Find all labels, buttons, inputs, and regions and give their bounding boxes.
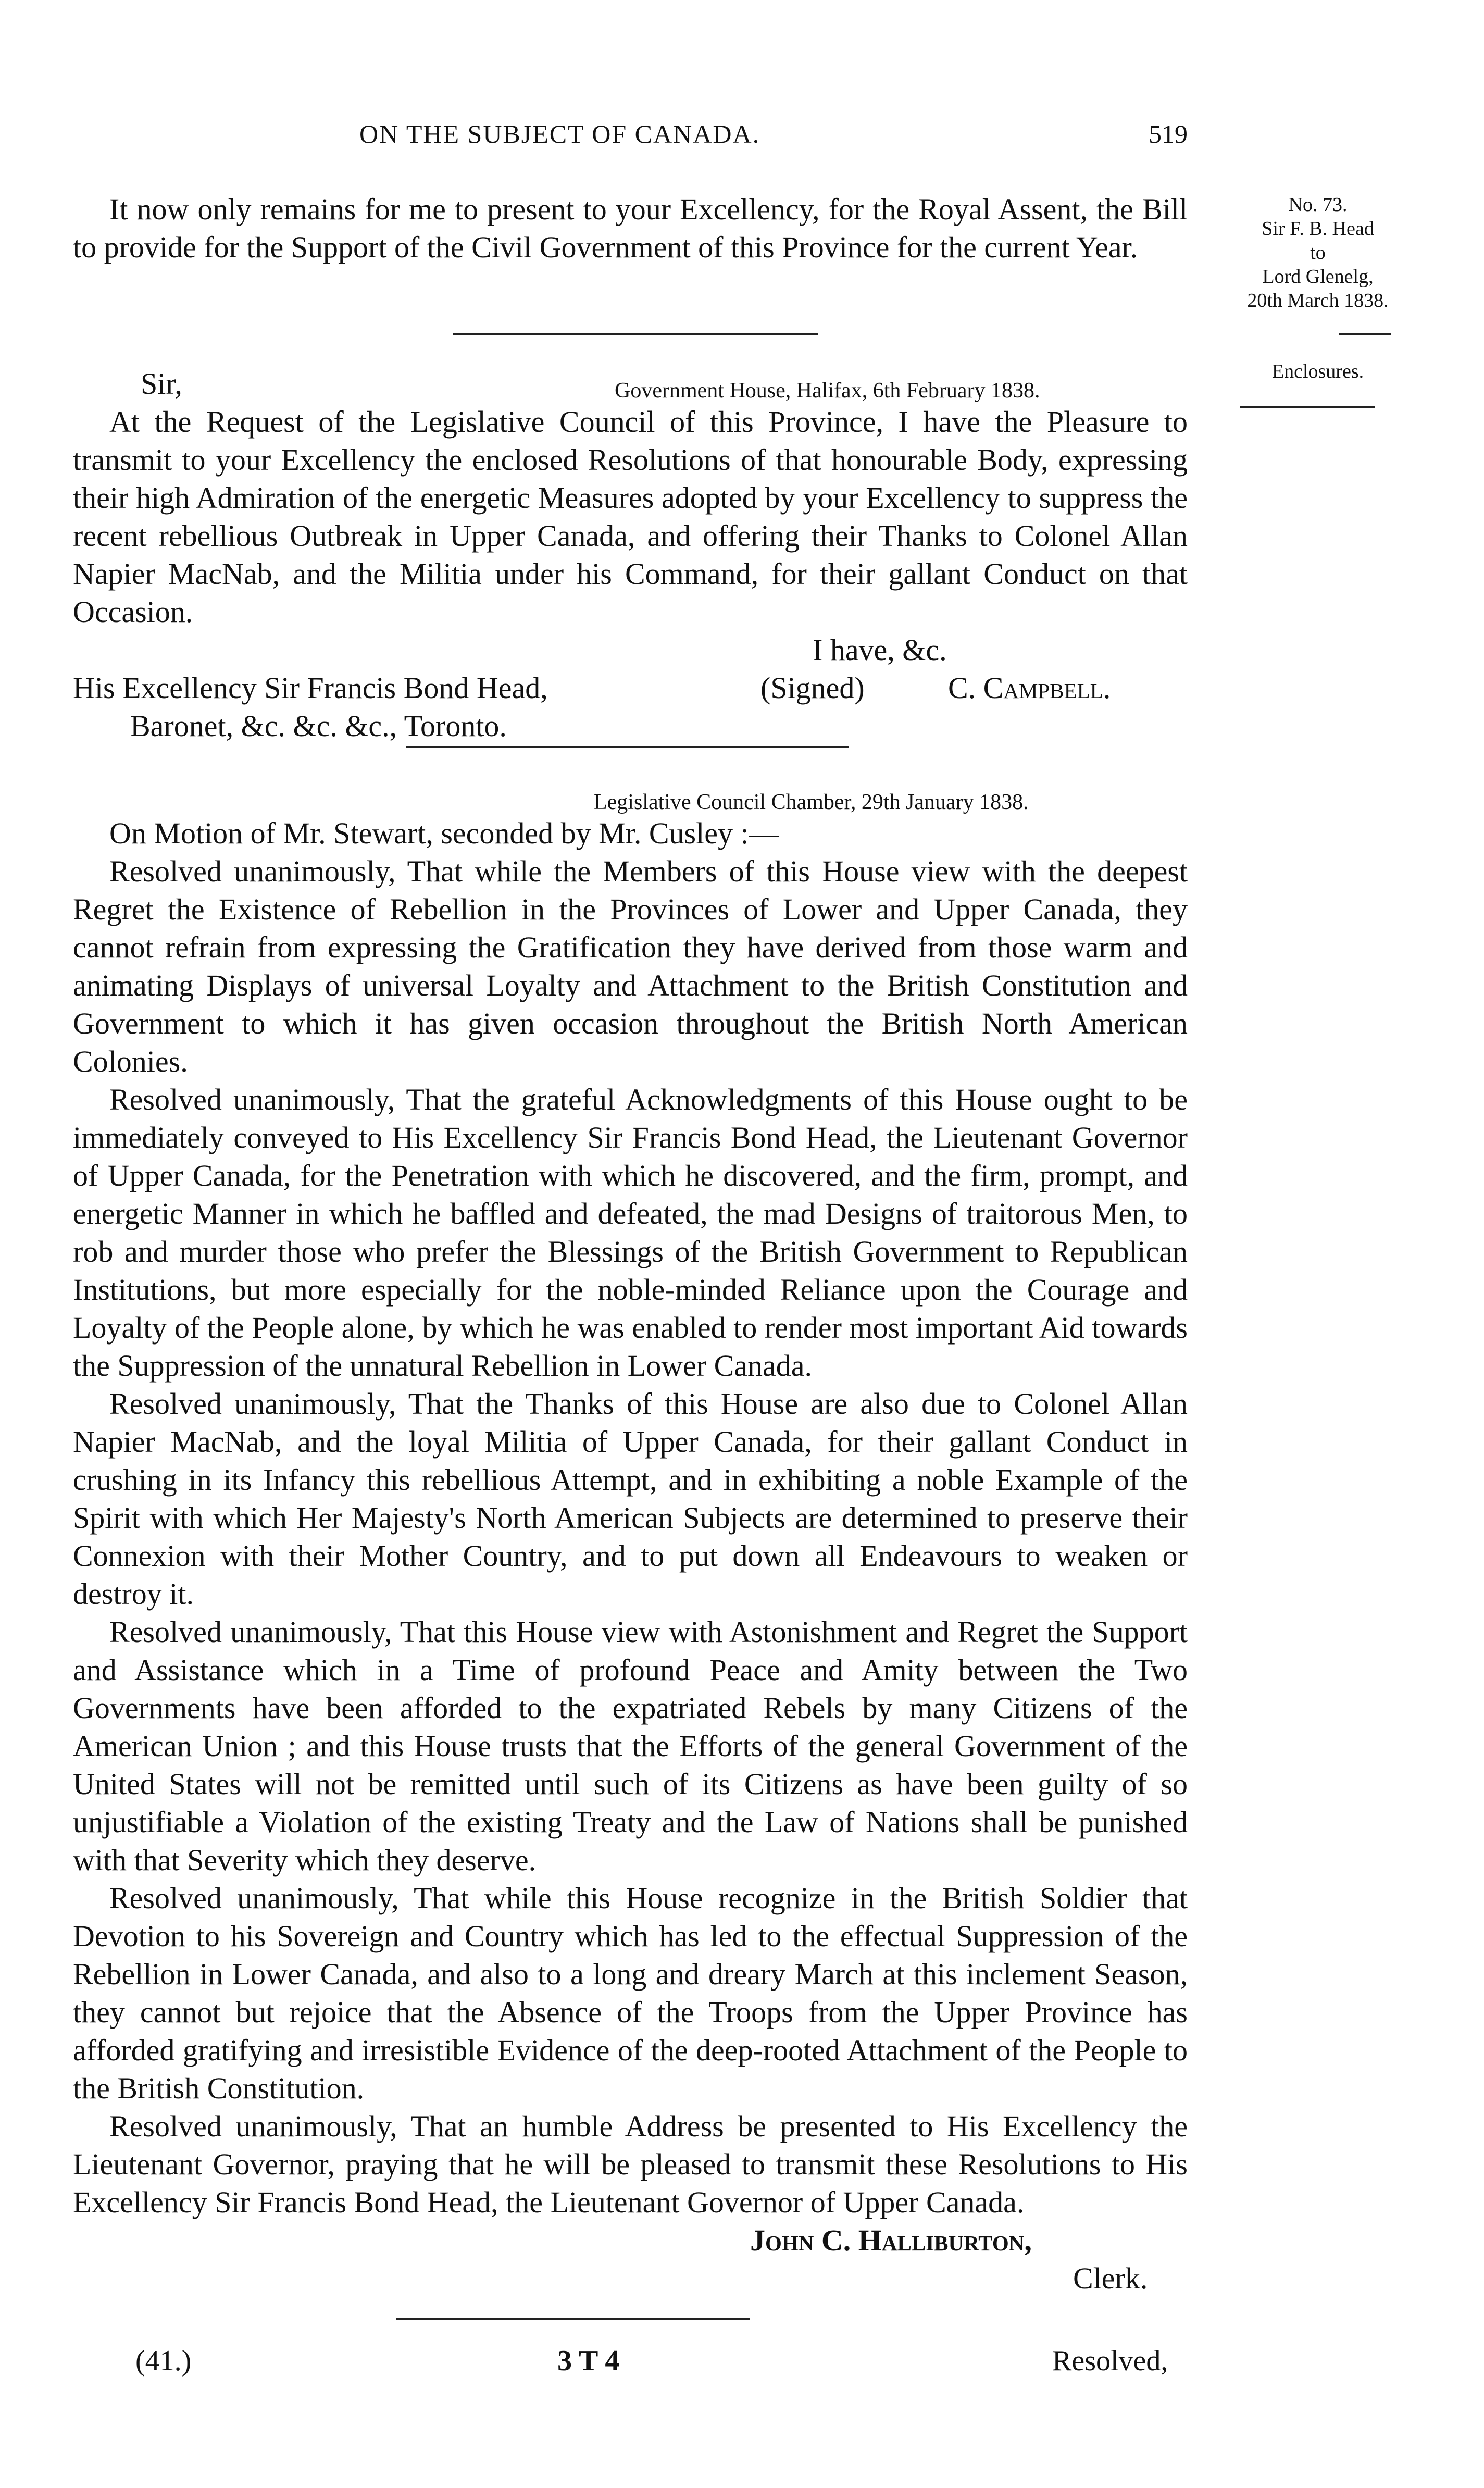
margin-note-line: 20th March 1838. — [1247, 290, 1389, 312]
footer-catchword: Resolved, — [1052, 2345, 1168, 2377]
margin-divider — [1240, 406, 1375, 408]
clerk-title-row — [73, 2259, 1188, 2297]
resolutions — [73, 776, 1188, 2297]
letter-addressee-row — [73, 707, 1188, 745]
page-footer — [0, 2344, 1484, 2396]
letter-signed: (Signed) — [760, 671, 865, 705]
resolution-paragraph: Resolved unanimously, That this House view with Astonishment and Regret the Support and Assistance which in a Time of profound Peace and Amity between the Two Governments have been afforded to the expatriated Rebels by many Citizens of the American Union ; and this House trusts that the Efforts of the general Government of the United States will not be remitted until such of its Citizens as have been guilty of so unjustifiable a Violation of the existing Treaty and the Law of Nations shall be punished with that Severity which they deserve. — [73, 1615, 1188, 1877]
letter-closing: I have, &c. — [813, 633, 947, 667]
resolutions-dateline: Legislative Council Chamber, 29th January 1838. — [594, 790, 1029, 814]
running-title: ON THE SUBJECT OF CANADA. — [359, 119, 760, 148]
margin-note-line: Lord Glenelg, — [1262, 266, 1374, 288]
letter-addressee: Baronet, &c. &c. &c., Toronto. — [130, 709, 507, 743]
motion-text: On Motion of Mr. Stewart, seconded by Mr. Cusley :— — [109, 816, 779, 850]
letter-addressee-row — [73, 669, 1188, 707]
footer-sheet-number: (41.) — [135, 2345, 192, 2377]
footer-divider — [396, 2318, 750, 2320]
margin-note-line: Sir F. B. Head — [1262, 218, 1374, 240]
letter-body: At the Request of the Legislative Council of this Province, I have the Pleasure to transmit to your Excellency the enclosed Resolutions of that honourable Body, expressing their high Admiration of the energetic Measures adopted by your Excellency to suppress the recent rebellious Outbreak in Upper Canada, and offering their Thanks to Colonel Allan Napier MacNab, and the Militia under his Command, for their gallant Conduct on that Occasion. — [73, 405, 1188, 629]
page-number: 519 — [1149, 119, 1188, 148]
margin-enclosures: Enclosures. — [1271, 360, 1364, 382]
clerk-name: John C. Halliburton, — [750, 2223, 1032, 2257]
intro-text: It now only remains for me to present to your Excellency, for the Royal Assent, the Bill to provide for the Support of the Civil Government of this Province for the current Year. — [73, 192, 1188, 264]
resolutions-dateline-row — [73, 776, 1188, 814]
footer-signature-mark: 3 T 4 — [557, 2345, 620, 2377]
clerk-signature-row — [73, 2221, 1188, 2259]
margin-note-line: to — [1310, 242, 1326, 264]
letter — [73, 365, 1188, 745]
resolution-paragraph: Resolved unanimously, That an humble Address be presented to His Excellency the Lieutenant Governor, praying that he will be pleased to transmit these Resolutions to His Excellency Sir Francis Bond Head, the Lieutenant Governor of Upper Canada. — [73, 2109, 1188, 2219]
resolution-paragraph: Resolved unanimously, That while the Members of this House view with the deepest Regret the Existence of Rebellion in the Provinces of Lower and Upper Canada, they cannot refrain from expressing the Gratification they have derived from those warm and animating Displays of universal Loyalty and Attachment to the British Constitution and Government to which it has given occasion throughout the British North American Colonies. — [73, 854, 1188, 1078]
letter-addressee: His Excellency Sir Francis Bond Head, — [73, 671, 548, 705]
resolution-paragraph: Resolved unanimously, That while this House recognize in the British Soldier that Devotion to his Sovereign and Country which has led to the effectual Suppression of the Rebellion in Lower Canada, and also to a long and dreary March at this inclement Season, they cannot but rejoice that the Absence of the Troops from the Upper Province has afforded gratifying and irresistible Evidence of the deep-rooted Attachment of the People to the British Constitution. — [73, 1881, 1188, 2105]
resolution-paragraph: Resolved unanimously, That the Thanks of this House are also due to Colonel Allan Napier MacNab, and the loyal Militia of Upper Canada, for their gallant Conduct in crushing in its Infancy this rebellious Attempt, and in exhibiting a noble Example of the Spirit with which Her Majesty's North American Subjects are determined to preserve their Connexion with their Mother Country, and to put down all Endeavours to weaken or destroy it. — [73, 1387, 1188, 1611]
running-header — [0, 119, 1250, 160]
letter-dateline: Government House, Halifax, 6th February 1838. — [615, 379, 1040, 403]
margin-divider — [1339, 333, 1391, 335]
resolution-paragraph: Resolved unanimously, That the grateful Acknowledgments of this House ought to be immediately conveyed to His Excellency Sir Francis Bond Head, the Lieutenant Governor of Upper Canada, for the Penetration with which he discovered, and the firm, prompt, and energetic Manner in which he baffled and defeated, the mad Designs of traitorous Men, to rob and murder those who prefer the Blessings of the British Government to Republican Institutions, but more especially for the noble-minded Reliance upon the Courage and Loyalty of the People alone, by which he was enabled to render most important Aid towards the Suppression of the unnatural Rebellion in Lower Canada. — [73, 1083, 1188, 1383]
margin-note — [1214, 193, 1422, 313]
section-divider — [453, 333, 818, 335]
letter-closing-row — [73, 631, 1188, 669]
letter-salutation: Sir, — [141, 367, 182, 401]
clerk-title: Clerk. — [1073, 2261, 1148, 2295]
section-divider — [406, 746, 849, 748]
letter-heading — [73, 365, 1188, 403]
letter-signature: C. Campbell. — [948, 671, 1111, 705]
margin-note-number: No. 73. — [1288, 194, 1348, 216]
intro-paragraph — [73, 190, 1188, 266]
